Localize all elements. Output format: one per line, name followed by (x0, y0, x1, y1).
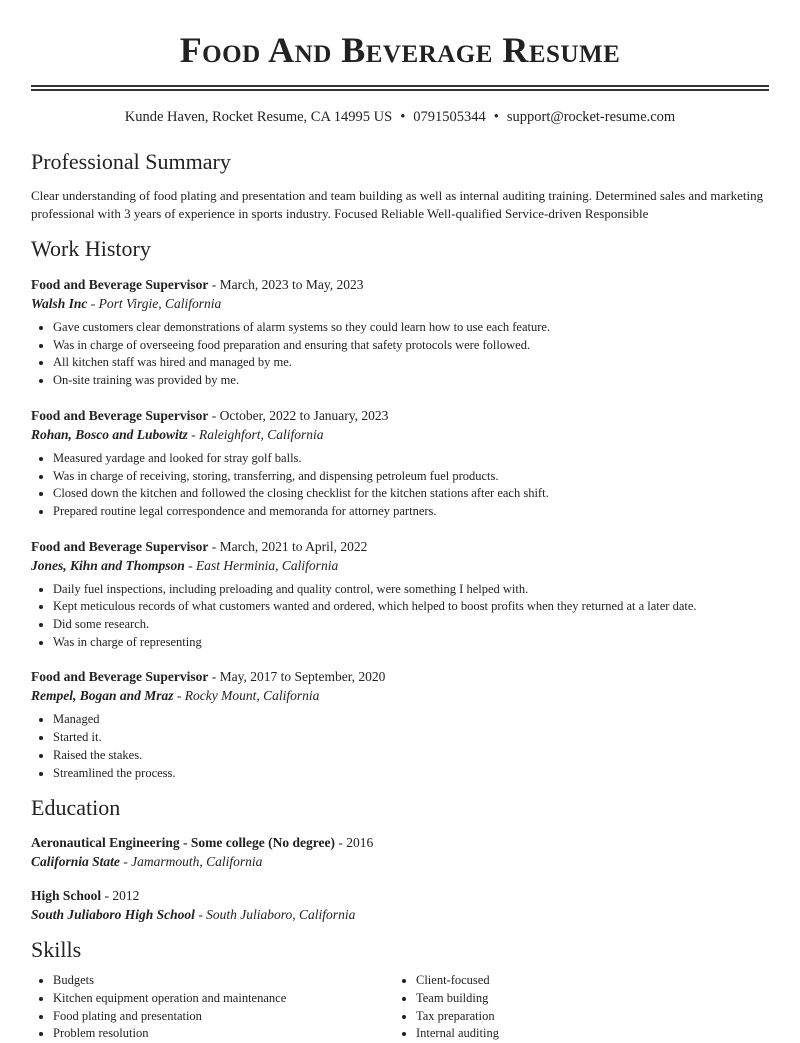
job-company-line (31, 686, 769, 705)
list-item: • On-site training was provided by me. (53, 372, 769, 390)
job-title: Food and Beverage Supervisor (31, 407, 209, 423)
education-school: California State (31, 854, 120, 870)
job-dates: - March, 2021 to April, 2022 (208, 538, 368, 554)
job-bullets (31, 581, 769, 652)
job-title: Food and Beverage Supervisor (31, 538, 209, 554)
job-location: - East Herminia, California (184, 557, 339, 573)
list-item: • Food plating and presentation (53, 1008, 394, 1026)
job-bullets (31, 450, 769, 521)
list-item: • Was in charge of representing (53, 634, 769, 652)
list-item: • Was in charge of receiving, storing, transferring, and dispensing petroleum fuel products. (53, 468, 769, 486)
education-degree-line (31, 833, 769, 852)
job-company: Rohan, Bosco and Lubowitz (31, 426, 188, 442)
contact-email: support@rocket-resume.com (506, 109, 676, 125)
education-degree-line (31, 886, 769, 905)
education-degree: Aeronautical Engineering - Some college (No degree) (31, 835, 335, 851)
contact-address: Kunde Haven, Rocket Resume, CA 14995 US (124, 109, 393, 125)
list-item: • Internal auditing (416, 1025, 746, 1043)
job-company: Rempel, Bogan and Mraz (31, 688, 174, 704)
education-school-line (31, 905, 769, 924)
job-title-line (31, 667, 769, 686)
education-school-line (31, 852, 769, 871)
list-item: • Kitchen equipment operation and maintenance (53, 990, 394, 1008)
job-entry (31, 275, 769, 390)
job-dates: - May, 2017 to September, 2020 (208, 669, 386, 685)
contact-separator: • (400, 109, 406, 125)
list-item: • Streamlined the process. (53, 765, 769, 783)
summary-heading: Professional Summary (31, 149, 231, 174)
job-dates: - October, 2022 to January, 2023 (208, 407, 389, 423)
job-title-line (31, 537, 769, 556)
education-entry (31, 886, 769, 924)
job-entry (31, 667, 769, 782)
job-company-line (31, 294, 769, 313)
header-rule-top (31, 85, 769, 87)
list-item: • Closed down the kitchen and followed the closing checklist for the kitchen stations after each shift. (53, 485, 769, 503)
list-item: • Budgets (53, 972, 394, 990)
resume-title: Food And Beverage Resume (179, 30, 621, 70)
job-entry (31, 537, 769, 652)
list-item: • Was in charge of overseeing food preparation and ensuring that safety protocols were followed. (53, 337, 769, 355)
list-item: • Managed (53, 711, 769, 729)
education-school: South Juliaboro High School (31, 907, 195, 923)
education-degree: High School (31, 888, 102, 904)
job-title-line (31, 406, 769, 425)
work-history-heading: Work History (31, 236, 151, 261)
list-item: • Raised the stakes. (53, 747, 769, 765)
job-company-line (31, 425, 769, 444)
list-item: • Prepared routine legal correspondence and memoranda for attorney partners. (53, 503, 769, 521)
skills-column-left (31, 972, 394, 1043)
contact-phone: 0791505344 (413, 109, 486, 125)
job-title: Food and Beverage Supervisor (31, 277, 209, 292)
list-item: • Team building (416, 990, 746, 1008)
education-location: - Jamarmouth, California (119, 854, 263, 870)
list-item: • Tax preparation (416, 1008, 746, 1026)
header-rule-bottom (31, 89, 769, 91)
education-entry (31, 833, 769, 871)
job-location: - Rocky Mount, California (173, 688, 320, 704)
skills-heading: Skills (31, 937, 82, 963)
job-dates: - March, 2023 to May, 2023 (208, 277, 364, 292)
job-company: Jones, Kihn and Thompson (31, 557, 185, 573)
job-company: Walsh Inc (31, 296, 88, 311)
list-item: • Daily fuel inspections, including preloading and quality control, were something I helped with. (53, 581, 769, 599)
education-heading: Education (31, 795, 121, 821)
job-entry (31, 406, 769, 521)
skills-column-right (394, 972, 746, 1043)
job-company-line (31, 556, 769, 575)
education-year: - 2012 (101, 888, 140, 904)
job-bullets (31, 711, 769, 782)
skills-list (31, 972, 769, 1043)
summary-text: Clear understanding of food plating and presentation and team building as well as internal auditing training. Determined sales and marketing professional with 3 years of experience in sports industry. Focused Reliable Well-qualified Service-driven Responsible (31, 188, 764, 221)
list-item: • Started it. (53, 729, 769, 747)
contact-line (31, 107, 769, 127)
list-item: • Measured yardage and looked for stray golf balls. (53, 450, 769, 468)
list-item: • Problem resolution (53, 1025, 394, 1043)
list-item: • Client-focused (416, 972, 746, 990)
job-title: Food and Beverage Supervisor (31, 669, 209, 685)
education-year: - 2016 (334, 835, 374, 851)
list-item: • Gave customers clear demonstrations of alarm systems so they could learn how to use each feature. (53, 319, 769, 337)
job-bullets (31, 319, 769, 390)
list-item: • Kept meticulous records of what customers wanted and ordered, which helped to boost profits when they returned at a later date. (53, 598, 769, 616)
job-title-line (31, 275, 769, 294)
job-location: - Raleighfort, California (187, 426, 324, 442)
contact-separator: • (493, 109, 499, 125)
education-location: - South Juliaboro, California (194, 907, 356, 923)
list-item: • Did some research. (53, 616, 769, 634)
job-location: - Port Virgie, California (87, 296, 222, 311)
list-item: • All kitchen staff was hired and managed by me. (53, 354, 769, 372)
